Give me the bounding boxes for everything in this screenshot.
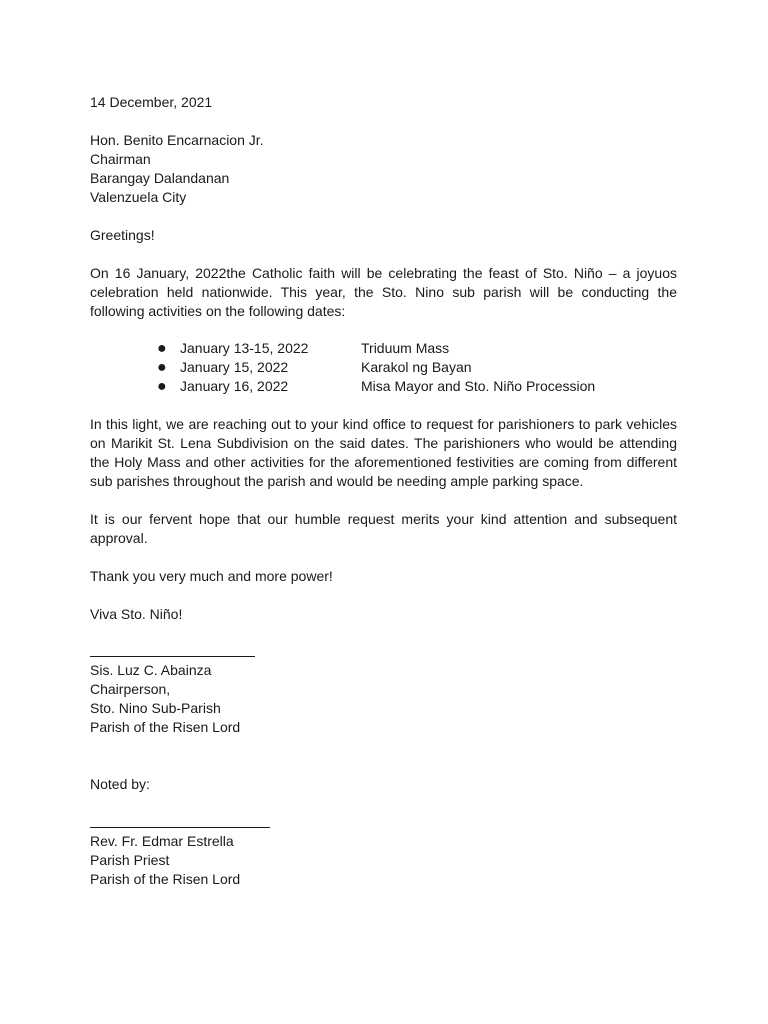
activity-date: January 15, 2022 [180, 359, 289, 375]
activity-date: January 13-15, 2022 [180, 340, 309, 356]
recipient-name: Hon. Benito Encarnacion Jr. [90, 132, 264, 148]
noter-parish: Parish of the Risen Lord [90, 871, 241, 887]
closing-line: Viva Sto. Niño! [90, 606, 183, 622]
hope-paragraph: It is our fervent hope that our humble request merits your kind attention and subsequent approval. [90, 511, 677, 546]
intro-paragraph: On 16 January, 2022the Catholic faith will be celebrating the feast of Sto. Niño – a joyuos celebration held nationwide. This year, the Sto. Nino sub parish will be conducting the following activities on the following dates: [90, 265, 677, 319]
signatory-name: Sis. Luz C. Abainza [90, 662, 212, 678]
letter-date: 14 December, 2021 [90, 94, 213, 110]
signatory-org: Sto. Nino Sub-Parish [90, 700, 221, 716]
greeting: Greetings! [90, 227, 155, 243]
signature-line [90, 656, 255, 657]
bullet-icon: ● [157, 378, 167, 395]
noter-title: Parish Priest [90, 852, 170, 868]
noter-name: Rev. Fr. Edmar Estrella [90, 833, 234, 849]
noter-signature-line [90, 827, 270, 828]
request-paragraph: In this light, we are reaching out to your kind office to request for parishioners to park vehicles on Marikit St. Lena Subdivision on the said dates. The parishioners who would be attending the Holy Mass and other activities for the aforementioned festivities are coming from different sub parishes throughout the parish and would be needing ample parking space. [90, 416, 677, 489]
signatory-parish: Parish of the Risen Lord [90, 719, 241, 735]
recipient-title: Chairman [90, 151, 151, 167]
activity-date: January 16, 2022 [180, 378, 289, 394]
recipient-org: Barangay Dalandanan [90, 170, 230, 186]
thanks-line: Thank you very much and more power! [90, 568, 333, 584]
bullet-icon: ● [157, 340, 167, 357]
noted-by-label: Noted by: [90, 776, 150, 792]
signatory-title: Chairperson, [90, 681, 171, 697]
activity-event: Karakol ng Bayan [361, 359, 472, 375]
activity-event: Triduum Mass [361, 340, 450, 356]
recipient-city: Valenzuela City [90, 189, 187, 205]
bullet-icon: ● [157, 359, 167, 376]
activity-event: Misa Mayor and Sto. Niño Procession [361, 378, 596, 394]
